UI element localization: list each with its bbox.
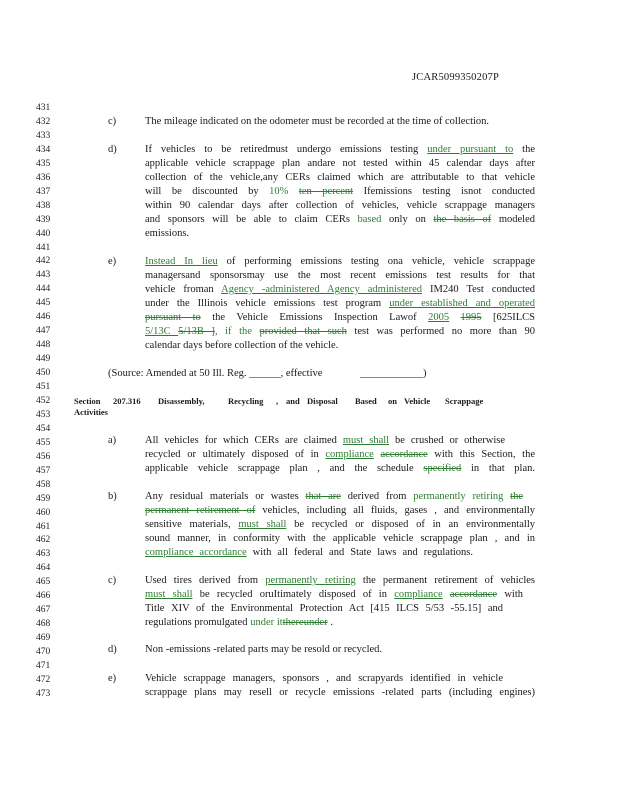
line-number: 449 — [36, 354, 51, 365]
line-number: 464 — [36, 563, 51, 574]
section-title-word: Scrappage — [445, 396, 484, 406]
paragraph-e-line — [0, 283, 618, 297]
paragraph-b-line — [0, 532, 618, 546]
text-run: Ifemissions testing isnot conducted — [353, 186, 535, 197]
inserted-text: 10% — [269, 186, 289, 197]
line-number: 465 — [36, 577, 51, 588]
line-number: 454 — [36, 423, 51, 434]
section-title-word: Based — [355, 396, 377, 406]
line-number: 435 — [36, 158, 51, 169]
line-number: 456 — [36, 451, 51, 462]
section-title-word: Activities — [74, 407, 108, 417]
text-run: with — [497, 589, 524, 600]
text-run: under the Illinois vehicle emissions test program — [145, 298, 390, 309]
line-number: 450 — [36, 368, 51, 379]
text-run — [449, 312, 460, 323]
text-run: modeled — [491, 214, 535, 225]
paragraph-e-line — [0, 339, 618, 353]
line-number: 472 — [36, 674, 51, 685]
section-label: Section — [74, 396, 101, 406]
line-number: 473 — [36, 688, 51, 699]
text-run: be recycled oruItimately disposed of in — [192, 589, 395, 600]
text-run: be recycled or disposed of in an environmentally — [286, 519, 535, 530]
section-title-word: , — [276, 396, 279, 406]
line-number: 434 — [36, 144, 51, 155]
text-line: Non -emissions -related parts may be resold or recycled. — [145, 644, 383, 655]
inserted-text: permanently retiring — [265, 575, 356, 586]
text-run: applicable vehicle scrappage plan , and the schedule — [145, 463, 424, 474]
text-line — [145, 574, 535, 588]
text-run: Used tires derived from — [145, 575, 266, 586]
deleted-text: accordance — [449, 589, 498, 600]
inserted-text: compliance — [394, 589, 443, 600]
deleted-text: the basis of — [433, 214, 492, 225]
paragraph-a-line — [0, 434, 618, 448]
line-number: 457 — [36, 465, 51, 476]
paragraph-e-line — [0, 311, 618, 325]
line-number: 470 — [36, 647, 51, 658]
text-run: be crushed or otherwise — [389, 435, 505, 446]
deleted-text: the — [510, 491, 523, 502]
text-line — [145, 255, 535, 269]
text-line: scrappage plans may resell or recycle emissions -related parts (including engines) — [145, 687, 535, 698]
line-number: 440 — [36, 228, 51, 239]
text-run: IM240 Test conducted — [421, 284, 535, 295]
inserted-text: , if the — [214, 326, 260, 337]
text-line: within 90 calendar days after collection of vehicles, vehicle scrappage managers — [145, 200, 535, 211]
deleted-text: accordance — [380, 449, 428, 460]
text-run: regulations promulgated — [145, 617, 251, 628]
line-number: 455 — [36, 437, 51, 448]
text-line: calendar days before collection of the vehicle. — [145, 340, 339, 351]
text-run: sensitive materials, — [145, 519, 239, 530]
paragraph-d-line — [0, 199, 618, 213]
inserted-text: compliance — [325, 449, 374, 460]
item-marker: d) — [108, 144, 117, 155]
inserted-text: under pursuant to — [427, 144, 514, 155]
line-number: 448 — [36, 340, 51, 351]
line-number: 453 — [36, 409, 51, 420]
deleted-text: permanent retirement of — [145, 505, 256, 516]
text-run: derived from — [340, 491, 414, 502]
line-number: 439 — [36, 214, 51, 225]
text-line — [145, 490, 523, 504]
text-run — [288, 186, 298, 197]
inserted-text: compliance accordance — [145, 547, 247, 558]
text-line — [145, 616, 333, 630]
line-number: 443 — [36, 270, 51, 281]
text-run: of performing emissions testing ona vehicle, vehicle scrappage — [217, 256, 536, 267]
line-number: 445 — [36, 298, 51, 309]
paragraph-e2-line — [0, 672, 618, 686]
section-title-word: Recycling — [228, 396, 264, 406]
line-number: 436 — [36, 172, 51, 183]
text-line — [145, 311, 535, 325]
inserted-text: 2005 — [428, 312, 450, 323]
line-number: 463 — [36, 549, 51, 560]
deleted-text: provided that such — [259, 326, 347, 337]
paragraph-c2-line — [0, 574, 618, 588]
paragraph-b-line — [0, 490, 618, 504]
text-line — [145, 283, 535, 297]
line-number: 471 — [36, 661, 51, 671]
text-line: Vehicle scrappage managers, sponsors , and scrapyards identified in vehicle — [145, 673, 503, 684]
line-number: 442 — [36, 256, 51, 267]
text-run: will be discounted by — [145, 186, 270, 197]
text-line — [145, 297, 535, 311]
paragraph-b-line — [0, 546, 618, 560]
text-run: with all federal and State laws and regulations. — [246, 547, 473, 558]
paragraph-c2-line — [0, 616, 618, 630]
item-marker: e) — [108, 256, 117, 267]
text-line — [145, 213, 535, 227]
inserted-text: Instead In lieu — [145, 256, 218, 267]
line-number: 433 — [36, 130, 51, 141]
text-line — [145, 462, 535, 476]
item-marker: c) — [108, 116, 117, 127]
line-number: 461 — [36, 521, 51, 532]
text-line: applicable vehicle scrappage plan andare not tested within 45 calendar days after — [145, 158, 535, 169]
inserted-text: under established and operated — [389, 298, 535, 309]
line-number: 438 — [36, 200, 51, 211]
paragraph-d-line — [0, 171, 618, 185]
section-heading-cont — [0, 407, 618, 421]
paragraph-c2-line — [0, 602, 618, 616]
paragraph-d-line — [0, 213, 618, 227]
paragraph-b-line — [0, 518, 618, 532]
deleted-text: 1995 — [460, 312, 482, 323]
text-line — [145, 325, 535, 339]
paragraph-e-line — [0, 297, 618, 311]
text-run: vehicles, including all fluids, gases , and environmentally — [255, 505, 536, 516]
paragraph-d-line — [0, 227, 618, 241]
document-id: JCAR5099350207P — [412, 72, 500, 83]
line-number: 469 — [36, 633, 51, 644]
item-marker: d) — [108, 644, 117, 655]
deleted-text: 5/13B ] — [178, 326, 215, 337]
text-line: The mileage indicated on the odometer must be recorded at the time of collection. — [145, 116, 490, 127]
inserted-text: based — [357, 214, 382, 225]
source-text: (Source: Amended at 50 Ill. Reg. ______, effective — [108, 368, 323, 379]
text-run: only on — [381, 214, 434, 225]
text-run: the permanent retirement of vehicles — [355, 575, 535, 586]
inserted-text: must shall — [342, 435, 390, 446]
deleted-text: thereunder — [282, 617, 328, 628]
line-number: 452 — [36, 395, 51, 406]
text-line — [145, 448, 535, 462]
line-number: 468 — [36, 619, 51, 630]
item-marker: b) — [108, 491, 117, 502]
line-number: 458 — [36, 479, 51, 490]
paragraph-c2-line — [0, 588, 618, 602]
line-number: 467 — [36, 605, 51, 616]
line-number: 459 — [36, 493, 51, 504]
deleted-text: ten percent — [298, 186, 354, 197]
item-marker: a) — [108, 435, 117, 446]
inserted-text: under it — [250, 617, 283, 628]
text-line: collection of the vehicle,any CERs claimed which are attributable to that vehicle — [145, 172, 535, 183]
paragraph-e-line — [0, 325, 618, 339]
line-number: 441 — [36, 242, 51, 253]
paragraph-d-line — [0, 185, 618, 199]
text-line: sound manner, in conformity with the applicable vehicle scrappage plan , and in — [145, 533, 535, 544]
section-title-word: Disassembly, — [158, 396, 205, 406]
text-run: Any residual materials or wastes — [145, 491, 306, 502]
line-number: 432 — [36, 116, 51, 127]
text-line — [145, 588, 523, 602]
line-number: 446 — [36, 312, 51, 323]
text-run: the — [513, 144, 536, 155]
source-note — [0, 367, 618, 381]
text-line — [145, 518, 535, 532]
section-title-word: Vehicle — [404, 396, 431, 406]
inserted-text: Agency -administered Agency administered — [221, 284, 422, 295]
paragraph-e2-line — [0, 686, 618, 700]
section-title-word: Disposal — [307, 396, 338, 406]
line-number: 466 — [36, 591, 51, 602]
deleted-text: specified — [423, 463, 462, 474]
paragraph-e-line — [0, 269, 618, 283]
section-title-word: on — [388, 396, 397, 406]
line-number: 447 — [36, 326, 51, 337]
deleted-text: that are — [305, 491, 341, 502]
text-run: and sponsors will be able to claim CERs — [145, 214, 358, 225]
deleted-text: pursuant to — [145, 312, 201, 323]
paragraph-d-line — [0, 157, 618, 171]
line-number: 462 — [36, 535, 51, 546]
text-line — [145, 143, 535, 157]
text-run: vehicle froman — [145, 284, 222, 295]
line-number: 451 — [36, 382, 51, 392]
item-marker: c) — [108, 575, 117, 586]
inserted-text: must shall — [145, 589, 193, 600]
text-run: in that plan. — [461, 463, 536, 474]
text-line — [145, 546, 473, 560]
text-run: test was performed no more than 90 — [346, 326, 535, 337]
text-run: recycled or ultimately disposed of in — [145, 449, 326, 460]
inserted-text: permanently retiring — [413, 491, 504, 502]
line-number: 460 — [36, 507, 51, 518]
section-title-word: and — [286, 396, 300, 406]
text-run: All vehicles for which CERs are claimed — [145, 435, 343, 446]
paragraph-c-mileage — [0, 115, 618, 129]
paragraph-d2 — [0, 643, 618, 657]
text-run: [625ILCS — [481, 312, 535, 323]
line-number: 437 — [36, 186, 51, 197]
section-number: 207.316 — [113, 396, 141, 406]
inserted-text: must shall — [238, 519, 287, 530]
text-run: If vehicles to be retiredmust undergo emissions testing — [145, 144, 428, 155]
text-run — [443, 589, 450, 600]
paragraph-b-line — [0, 504, 618, 518]
line-number: 431 — [36, 103, 51, 113]
item-marker: e) — [108, 673, 117, 684]
text-line: Title XIV of the Environmental Protection Act [415 ILCS 5/53 -55.15] and — [145, 603, 503, 614]
paragraph-d-line — [0, 143, 618, 157]
text-line: managersand sponsorsmay use the most recent emissions test results for that — [145, 270, 535, 281]
inserted-text: 5/13C — [145, 326, 179, 337]
paragraph-a-line — [0, 448, 618, 462]
text-run: with this Section, the — [427, 449, 535, 460]
text-run: the Vehicle Emissions Inspection Lawof — [200, 312, 429, 323]
source-blank: ____________) — [360, 368, 427, 379]
text-line: emissions. — [145, 228, 190, 239]
text-line — [145, 434, 505, 448]
paragraph-a-line — [0, 462, 618, 476]
text-line — [145, 185, 535, 199]
paragraph-e-line — [0, 255, 618, 269]
text-run: . — [327, 617, 333, 628]
text-line — [145, 504, 535, 518]
line-number: 444 — [36, 284, 51, 295]
